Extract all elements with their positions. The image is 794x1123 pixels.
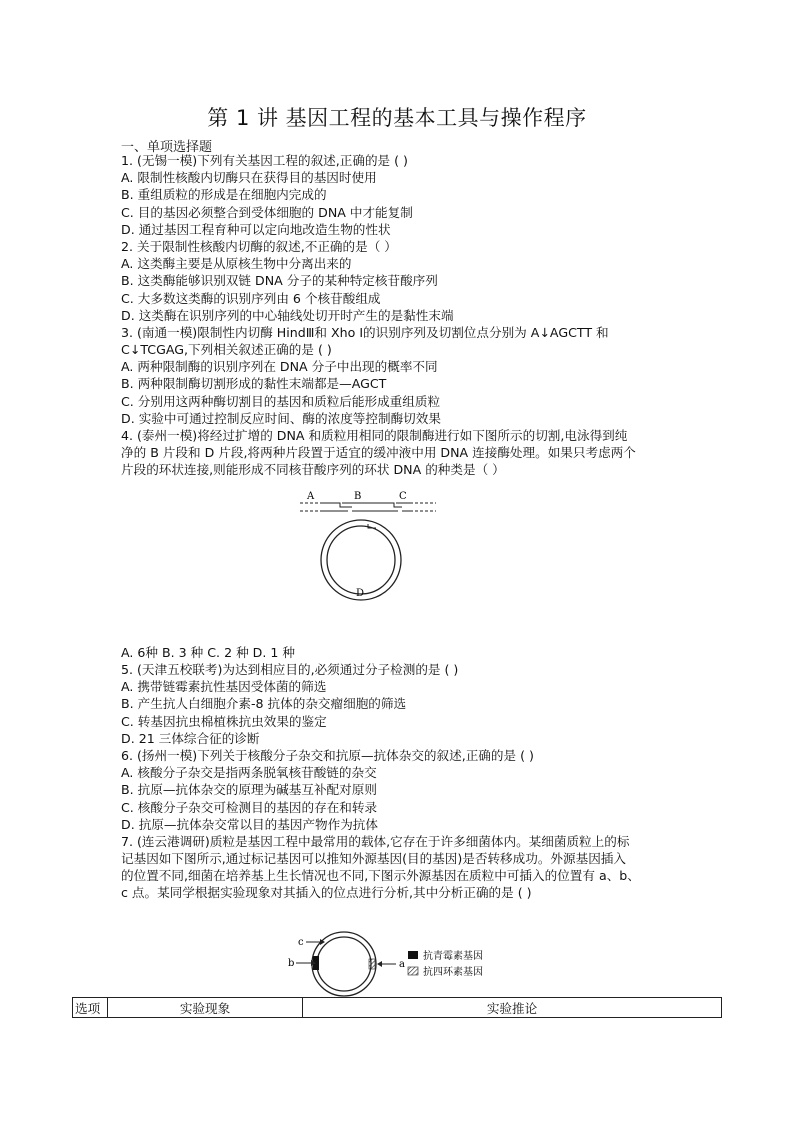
question-block-1-4 — [121, 152, 691, 479]
question-block-5-7 — [121, 661, 691, 902]
text-line: A. 核酸分子杂交是指两条脱氧核苷酸链的杂交 — [121, 765, 377, 781]
text-line: 3. (南通一模)限制性内切酶 HindⅢ和 Xho Ⅰ的识别序列及切割位点分别为 A↓AGCTT 和 — [121, 324, 609, 340]
text-line: 片段的环状连接,则能形成不同核苷酸序列的环状 DNA 的种类是（ ） — [121, 462, 505, 478]
text-line: 记基因如下图所示,通过标记基因可以推知外源基因(目的基因)是否转移成功。外源基因插入 — [121, 851, 626, 867]
text-line: C↓TCGAG,下列相关叙述正确的是 ( ) — [121, 342, 332, 358]
label-b: B — [354, 491, 362, 502]
label-a: A — [307, 491, 315, 502]
text-line: B. 这类酶能够识别双链 DNA 分子的某种特定核苷酸序列 — [121, 273, 438, 289]
text-line: 净的 B 片段和 D 片段,将两种片段置于适宜的缓冲液中用 DNA 连接酶处理。如果只考虑两个 — [121, 445, 636, 461]
text-line: 7. (连云港调研)质粒是基因工程中最常用的载体,它存在于许多细菌体内。某细菌质粒上的标 — [121, 833, 630, 849]
text-line: D. 这类酶在识别序列的中心轴线处切开时产生的是黏性末端 — [121, 307, 454, 323]
text-line: c 点。某同学根据实验现象对其插入的位点进行分析,其中分析正确的是 ( ) — [121, 885, 532, 901]
text-line: A. 限制性核酸内切酶只在获得目的基因时使用 — [121, 170, 377, 186]
label-c: c — [298, 937, 304, 948]
text-line: B. 抗原—抗体杂交的原理为碱基互补配对原则 — [121, 782, 377, 798]
text-line: 5. (天津五校联考)为达到相应目的,必须通过分子检测的是 ( ) — [121, 662, 459, 677]
text-line: B. 重组质粒的形成是在细胞内完成的 — [121, 187, 327, 203]
text-line: C. 转基因抗虫棉植株抗虫效果的鉴定 — [121, 713, 327, 729]
page-title: 第 1 讲 基因工程的基本工具与操作程序 — [207, 106, 587, 130]
q4-options — [121, 644, 691, 661]
text-line: B. 产生抗人白细胞介素-8 抗体的杂交瘤细胞的筛选 — [121, 696, 407, 712]
legend-tetracycline: 抗四环素基因 — [423, 967, 483, 978]
text-line: D. 抗原—抗体杂交常以目的基因产物作为抗体 — [121, 816, 378, 832]
legend-tetracycline-swatch — [408, 967, 418, 975]
dna-fragment-figure — [298, 488, 438, 604]
col-option: 选项 — [73, 998, 108, 1018]
text-line: A. 6种 B. 3 种 C. 2 种 D. 1 种 — [121, 645, 295, 660]
label-b: b — [288, 958, 295, 969]
legend-penicillin-swatch — [408, 951, 418, 959]
col-phenomenon: 实验现象 — [108, 998, 303, 1018]
text-line: A. 这类酶主要是从原核生物中分离出来的 — [121, 256, 352, 272]
text-line: D. 实验中可通过控制反应时间、酶的浓度等控制酶切效果 — [121, 410, 441, 426]
text-line: C. 核酸分子杂交可检测目的基因的存在和转录 — [121, 799, 378, 815]
label-a: a — [399, 959, 405, 970]
text-line: B. 两种限制酶切割形成的黏性末端都是—AGCT — [121, 376, 387, 392]
text-line: 2. 关于限制性核酸内切酶的叙述,不正确的是（ ） — [121, 238, 397, 254]
text-line: 1. (无锡一模)下列有关基因工程的叙述,正确的是 ( ) — [121, 153, 408, 168]
experiment-table — [72, 997, 722, 1018]
text-line: 4. (泰州一模)将经过扩增的 DNA 和质粒用相同的限制酶进行如下图所示的切割,电泳得到纯 — [121, 428, 628, 443]
text-line: C. 目的基因必须整合到受体细胞的 DNA 中才能复制 — [121, 204, 413, 220]
text-line: C. 分别用这两种酶切割目的基因和质粒后能形成重组质粒 — [121, 393, 441, 409]
text-line: 6. (扬州一模)下列关于核酸分子杂交和抗原—抗体杂交的叙述,正确的是 ( ) — [121, 747, 534, 763]
label-d: D — [356, 588, 365, 599]
section-heading: 一、单项选择题 — [121, 140, 213, 155]
label-c: C — [399, 491, 407, 502]
text-line: A. 携带链霉素抗性基因受体菌的筛选 — [121, 679, 327, 695]
text-line: D. 通过基因工程育种可以定向地改造生物的性状 — [121, 221, 391, 237]
text-line: D. 21 三体综合征的诊断 — [121, 730, 260, 746]
text-line: C. 大多数这类酶的识别序列由 6 个核苷酸组成 — [121, 290, 381, 306]
text-line: 的位置不同,细菌在培养基上生长情况也不同,下图示外源基因在质粒中可插入的位置有 a、b、 — [121, 868, 640, 884]
tetracycline-gene-block — [369, 959, 375, 969]
legend-penicillin: 抗青霉素基因 — [423, 951, 483, 962]
plasmid-figure — [286, 926, 506, 998]
col-inference: 实验推论 — [303, 998, 722, 1018]
text-line: A. 两种限制酶的识别序列在 DNA 分子中出现的概率不同 — [121, 359, 438, 375]
table-header-row — [73, 998, 722, 1018]
